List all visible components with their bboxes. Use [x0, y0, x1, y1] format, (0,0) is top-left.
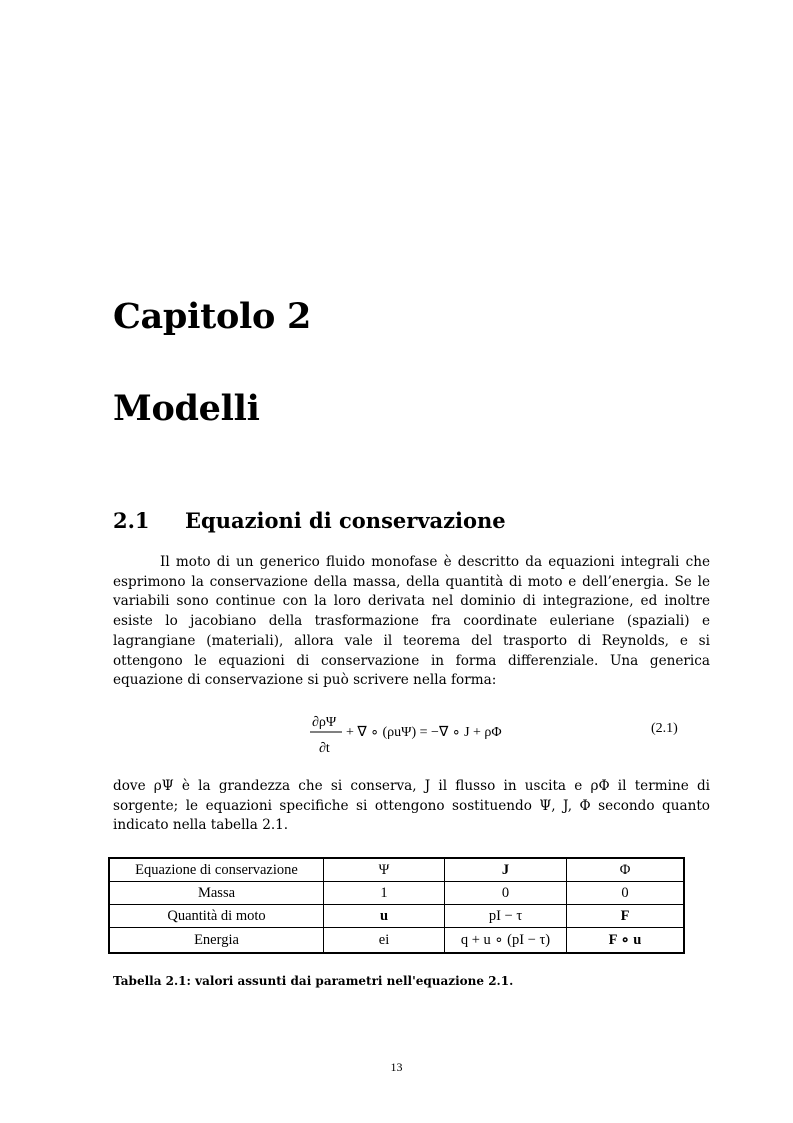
- table-header: Equazione di conservazione: [109, 858, 324, 882]
- explanation-paragraph: dove ρΨ è la grandezza che si conserva, J il flusso in uscita e ρΦ il termine di sorgente; le equazioni specifiche si ottengono sostituendo Ψ, J, Φ secondo quanto indicato nella tabella 2.1.: [113, 778, 710, 834]
- table-cell: 1: [324, 882, 445, 905]
- section-number: 2.1: [113, 508, 150, 533]
- equation-number: (2.1): [651, 721, 678, 736]
- table-row: [109, 905, 684, 928]
- parameters-table: [108, 857, 685, 954]
- chapter-title: Capitolo 2: [113, 296, 311, 337]
- equation-svg: [310, 712, 570, 758]
- intro-paragraph: Il moto di un generico fluido monofase è descritto da equazioni integrali che esprimono la conservazione della massa, della quantità di moto e dell’energia. Se le variabili sono continue con la loro derivata nel dominio di integrazione, ed inoltre esiste lo jacobiano della trasformazione fra coordinate euleriane (spaziali) e lagrangiane (materiali), allora vale il teorema del trasporto di Reynolds, e si ottengono le equazioni di conservazione in forma differenziale. Una generica equazione di conservazione si può scrivere nella forma:: [113, 554, 710, 689]
- equation-rest: + ∇ ∘ (ρuΨ) = −∇ ∘ J + ρΦ: [346, 725, 502, 740]
- section-heading: [113, 508, 506, 533]
- table-cell: Energia: [109, 928, 324, 954]
- page-number: 13: [390, 1060, 403, 1074]
- table-cell: Quantità di moto: [109, 905, 324, 928]
- table-cell: pI − τ: [445, 905, 567, 928]
- table-cell: 0: [445, 882, 567, 905]
- table-cell: F ∘ u: [567, 928, 685, 954]
- table-cell: 0: [567, 882, 685, 905]
- table-row: [109, 928, 684, 954]
- chapter-subtitle: Modelli: [113, 388, 260, 429]
- table-header: Ψ: [324, 858, 445, 882]
- table-caption: Tabella 2.1: valori assunti dai parametri nell'equazione 2.1.: [113, 974, 514, 988]
- table-cell: ei: [324, 928, 445, 954]
- table-row: [109, 882, 684, 905]
- conservation-equation: [310, 712, 570, 763]
- table-header: Φ: [567, 858, 685, 882]
- equation-numerator: ∂ρΨ: [312, 715, 337, 730]
- equation-denominator: ∂t: [319, 741, 330, 756]
- table-header-row: [109, 858, 684, 882]
- table-cell: F: [567, 905, 685, 928]
- table-header: J: [445, 858, 567, 882]
- table-cell: Massa: [109, 882, 324, 905]
- table-cell: q + u ∘ (pI − τ): [445, 928, 567, 954]
- section-title: Equazioni di conservazione: [185, 508, 506, 533]
- table-cell: u: [324, 905, 445, 928]
